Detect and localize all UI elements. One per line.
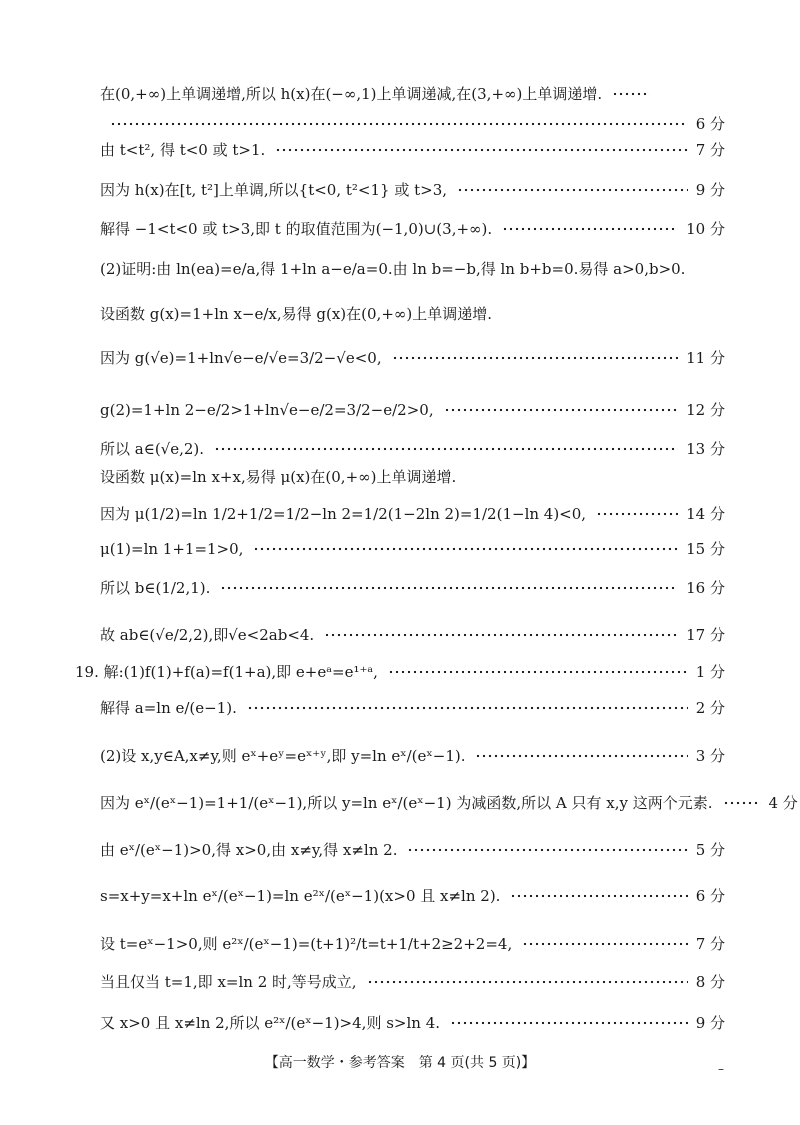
leader-dots	[510, 894, 687, 898]
answer-line-12	[100, 539, 725, 559]
answer-line-9	[100, 439, 725, 459]
answer-line-5	[100, 259, 725, 279]
line-text: s=x+y=x+ln eˣ/(eˣ−1)=ln e²ˣ/(eˣ−1)(x>0 且 x≠ln 2).	[100, 887, 501, 905]
line-score: 6 分	[695, 115, 725, 133]
answer-line-8	[100, 400, 725, 420]
line-score: 16 分	[686, 579, 725, 597]
answer-line-2	[100, 140, 725, 160]
line-score: 5 分	[695, 841, 725, 859]
page-footer: 【高一数学・参考答案 第 4 页(共 5 页)】	[264, 1055, 536, 1071]
answer-line-17	[100, 746, 725, 766]
leader-dots	[247, 706, 688, 710]
line-score: 13 分	[686, 440, 725, 458]
line-text: g(2)=1+ln 2−e/2>1+ln√e−e/2=3/2−e/2>0,	[100, 401, 434, 419]
line-score: 4 分	[768, 794, 798, 812]
line-text: 设函数 μ(x)=ln x+x,易得 μ(x)在(0,+∞)上单调递增.	[100, 468, 457, 486]
line-score: 7 分	[695, 935, 725, 953]
line-text: 19. 解:(1)f(1)+f(a)=f(1+a),即 e+eᵃ=e¹⁺ᵃ,	[75, 663, 378, 681]
line-text: (2)证明:由 ln(ea)=e/a,得 1+ln a−e/a=0.由 ln b=−b,得 ln b+b=0.易得 a>0,b>0.	[100, 260, 686, 278]
line-score: 10 分	[686, 220, 725, 238]
line-text: 由 t<t², 得 t<0 或 t>1.	[100, 141, 266, 159]
leader-dots	[324, 633, 678, 637]
answer-line-20	[100, 886, 725, 906]
line-score: 7 分	[695, 141, 725, 159]
line-text: 又 x>0 且 x≠ln 2,所以 e²ˣ/(eˣ−1)>4,则 s>ln 4.	[100, 1014, 441, 1032]
line-score: 8 分	[695, 973, 725, 991]
leader-dots	[275, 148, 687, 152]
line-text: 在(0,+∞)上单调递增,所以 h(x)在(−∞,1)上单调递减,在(3,+∞)上单调递增.	[100, 85, 603, 103]
leader-dots	[367, 980, 688, 984]
line-text: 解得 a=ln e/(e−1).	[100, 699, 237, 717]
line-score: 6 分	[695, 887, 725, 905]
answer-line-18	[100, 793, 798, 813]
answer-line-3	[100, 180, 725, 200]
answer-line-16	[100, 698, 725, 718]
line-text: 解得 −1<t<0 或 t>3,即 t 的取值范围为(−1,0)∪(3,+∞).	[100, 220, 493, 238]
answer-line-19	[100, 840, 725, 860]
leader-dots	[220, 586, 678, 590]
line-text: 因为 h(x)在[t, t²]上单调,所以{t<0, t²<1} 或 t>3,	[100, 181, 448, 199]
answer-line-7	[100, 348, 725, 368]
leader-dots	[450, 1021, 688, 1025]
line-score: 11 分	[686, 349, 725, 367]
answer-line-10	[100, 467, 725, 487]
line-text: 因为 g(√e)=1+ln√e−e/√e=3/2−√e<0,	[100, 349, 382, 367]
leader-dots	[723, 801, 761, 805]
line-score: 14 分	[686, 505, 725, 523]
leader-dots	[444, 408, 679, 412]
leader-dots	[388, 670, 688, 674]
leader-dots	[596, 512, 678, 516]
leader-dots	[214, 447, 678, 451]
answer-line-22	[100, 972, 725, 992]
line-text: (2)设 x,y∈A,x≠y,则 eˣ+eʸ=eˣ⁺ʸ,即 y=ln eˣ/(eˣ−1).	[100, 747, 466, 765]
line-text: 所以 b∈(1/2,1).	[100, 579, 211, 597]
line-text: 当且仅当 t=1,即 x=ln 2 时,等号成立,	[100, 973, 357, 991]
answer-line-11	[100, 504, 725, 524]
line-text: 因为 μ(1/2)=ln 1/2+1/2=1/2−ln 2=1/2(1−2ln 2)=1/2(1−ln 4)<0,	[100, 505, 587, 523]
line-text: μ(1)=ln 1+1=1>0,	[100, 540, 244, 558]
leader-dots	[253, 547, 678, 551]
leader-dots	[110, 122, 688, 126]
answer-line-0	[100, 84, 725, 104]
answer-line-15	[75, 662, 725, 682]
line-text: 设 t=eˣ−1>0,则 e²ˣ/(eˣ−1)=(t+1)²/t=t+1/t+2≥2+2=4,	[100, 935, 513, 953]
answer-line-6	[100, 304, 725, 324]
line-score: 15 分	[686, 540, 725, 558]
leader-dots	[522, 942, 687, 946]
line-score: 9 分	[695, 181, 725, 199]
line-text: 所以 a∈(√e,2).	[100, 440, 205, 458]
line-text: 因为 eˣ/(eˣ−1)=1+1/(eˣ−1),所以 y=ln eˣ/(eˣ−1) 为减函数,所以 A 只有 x,y 这两个元素.	[100, 794, 713, 812]
line-text: 由 eˣ/(eˣ−1)>0,得 x>0,由 x≠y,得 x≠ln 2.	[100, 841, 398, 859]
line-score: 12 分	[686, 401, 725, 419]
answer-line-13	[100, 578, 725, 598]
answer-line-4	[100, 219, 725, 239]
answer-line-23	[100, 1013, 725, 1033]
leader-dots	[502, 227, 678, 231]
line-score: 17 分	[686, 626, 725, 644]
leader-dots	[457, 188, 688, 192]
line-score: 1 分	[695, 663, 725, 681]
answer-line-21	[100, 934, 725, 954]
leader-dots	[392, 356, 679, 360]
leader-dots	[407, 848, 687, 852]
line-text: 故 ab∈(√e/2,2),即√e<2ab<4.	[100, 626, 315, 644]
leader-dots	[612, 92, 650, 96]
line-score: 9 分	[695, 1014, 725, 1032]
footer-mark: –	[718, 1062, 724, 1076]
line-score: 2 分	[695, 699, 725, 717]
line-score: 3 分	[695, 747, 725, 765]
leader-dots	[475, 754, 687, 758]
answer-line-14	[100, 625, 725, 645]
answer-line-1	[100, 114, 725, 134]
line-text: 设函数 g(x)=1+ln x−e/x,易得 g(x)在(0,+∞)上单调递增.	[100, 305, 493, 323]
